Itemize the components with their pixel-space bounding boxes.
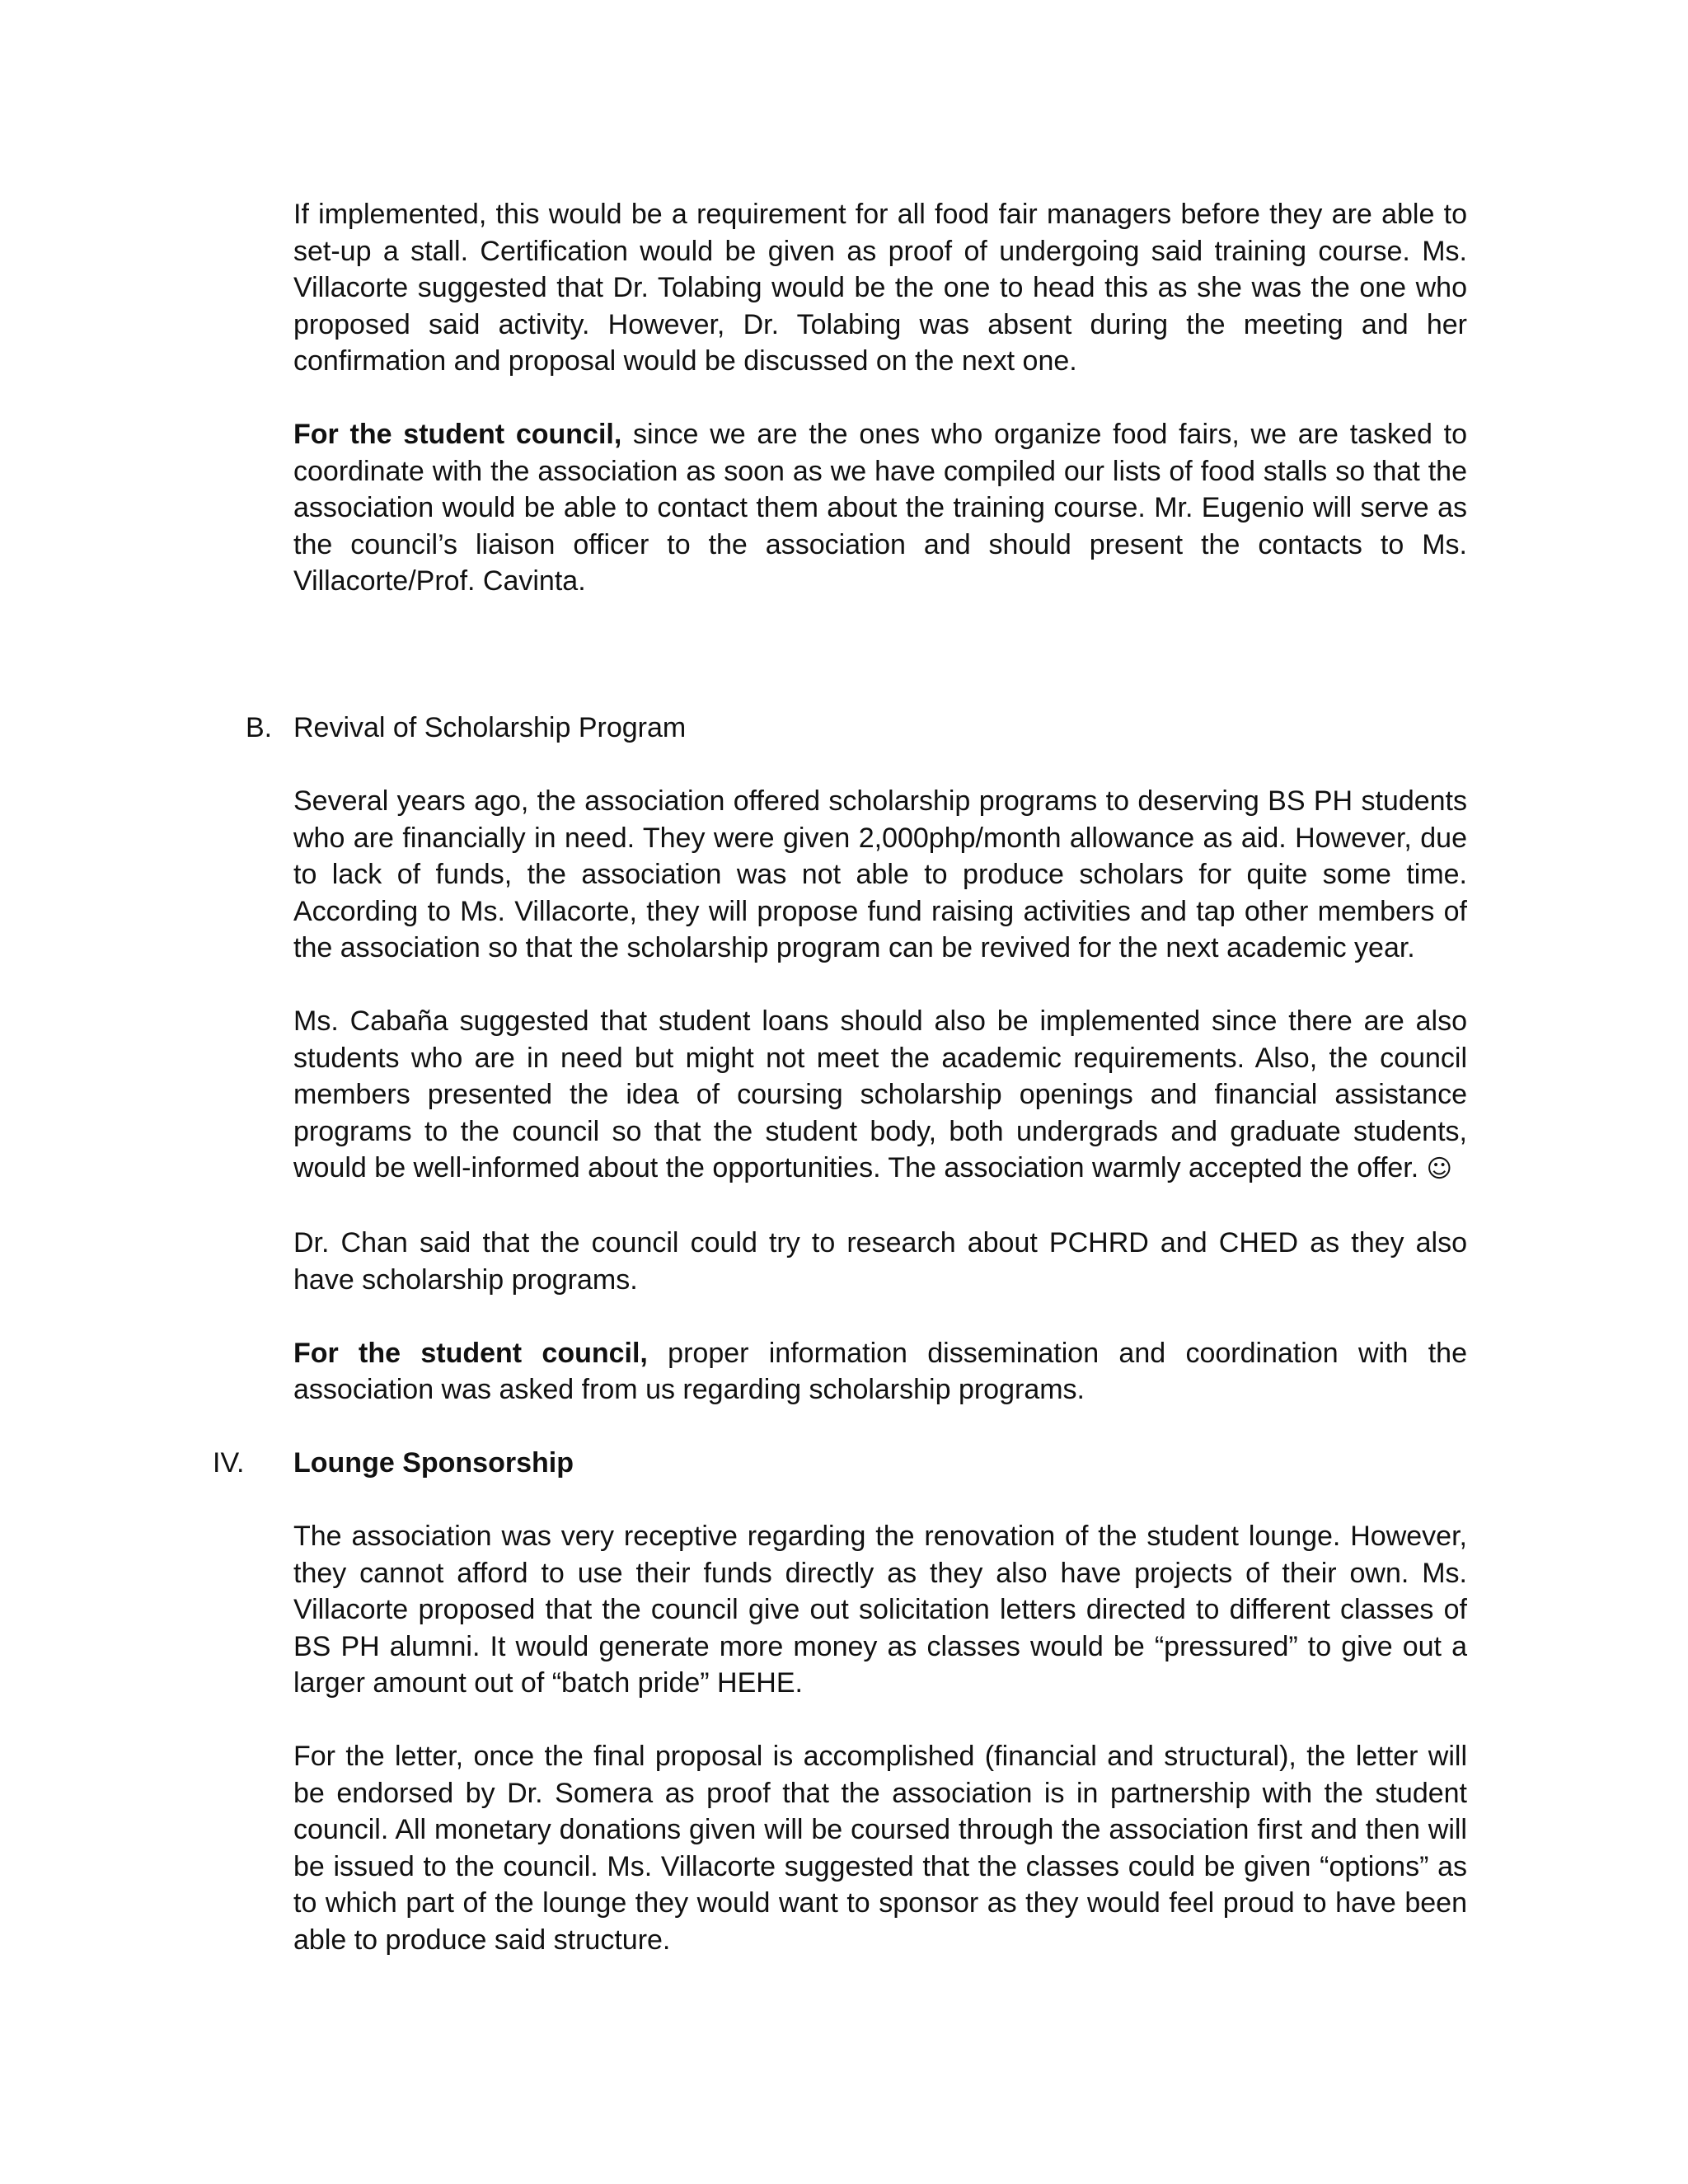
section-b-title: Revival of Scholarship Program <box>293 712 687 743</box>
intro-paragraph-training-text: If implemented, this would be a requirement for all food fair managers before they are able to set-up a stall. Certification would be given as proof of undergoing said training course. Ms. Villacorte suggested that Dr. Tolabing would be the one to head this as she was the one who proposed said activity. However, Dr. Tolabing was absent during the meeting and her confirmation and proposal would be discussed on the next one. <box>293 199 1467 377</box>
student-loans-paragraph <box>293 1003 1467 1188</box>
document-body <box>213 196 1467 1958</box>
section-spacer <box>293 636 1467 710</box>
section-iv-marker: IV. <box>213 1447 245 1479</box>
scholarship-history-text: Several years ago, the association offered scholarship programs to deserving BS PH students who are financially in need. They were given 2,000php/month allowance as aid. However, due to lack of funds, the association was not able to produce scholars for quite some time. According to Ms. Villacorte, they will propose fund raising activities and tap other members of the association so that the scholarship program can be revived for the next academic year. <box>293 785 1467 963</box>
lounge-renovation-text: The association was very receptive regarding the renovation of the student lounge. However, they cannot afford to use their funds directly as they also have projects of their own. Ms. Villacorte proposed that the council give out solicitation letters directed to different classes of BS PH alumni. It would generate more money as classes would be “pressured” to give out a larger amount out of “batch pride” HEHE. <box>293 1521 1467 1699</box>
student-council-label: For the student council, <box>293 1337 648 1369</box>
scholarship-council-text: proper information dissemination and coordination with the association was asked from us regarding scholarship programs. <box>293 1337 1467 1405</box>
lounge-renovation-paragraph <box>293 1518 1467 1702</box>
section-iv-title: Lounge Sponsorship <box>293 1447 574 1479</box>
solicitation-letter-paragraph <box>293 1738 1467 1958</box>
pchrd-ched-text: Dr. Chan said that the council could try to research about PCHRD and CHED as they also have scholarship programs. <box>293 1227 1467 1296</box>
pchrd-ched-paragraph <box>293 1225 1467 1298</box>
scholarship-council-paragraph <box>293 1335 1467 1408</box>
smiley-icon: ☺ <box>1426 1155 1452 1183</box>
intro-paragraph-training <box>293 196 1467 380</box>
section-b-heading <box>246 710 1467 747</box>
section-b-marker: B. <box>246 712 273 743</box>
solicitation-letter-text: For the letter, once the final proposal is accomplished (financial and structural), the letter will be endorsed by Dr. Somera as proof that the association is in partnership with the student council. All monetary donations given will be coursed through the association first and then will be issued to the council. Ms. Villacorte suggested that the classes could be given “options” as to which part of the lounge they would want to sponsor as they would feel proud to have been able to produce said structure. <box>293 1741 1467 1956</box>
section-iv-heading <box>213 1445 1467 1482</box>
student-loans-text: Ms. Cabaña suggested that student loans should also be implemented since there are also students who are in need but might not meet the academic requirements. Also, the council members presented the idea of coursing scholarship openings and financial assistance programs to the council so that the student body, both undergrads and graduate students, would be well-informed about the opportunities. The association warmly accepted the offer. <box>293 1005 1467 1183</box>
scholarship-history-paragraph <box>293 783 1467 967</box>
student-council-label: For the student council, <box>293 419 622 450</box>
intro-paragraph-council-task <box>293 416 1467 600</box>
intro-paragraph-council-task-text: since we are the ones who organize food fairs, we are tasked to coordinate with the association as soon as we have compiled our lists of food stalls so that the association would be able to contact them about the training course. Mr. Eugenio will serve as the council’s liaison officer to the association and should present the contacts to Ms. Villacorte/Prof. Cavinta. <box>293 419 1467 597</box>
